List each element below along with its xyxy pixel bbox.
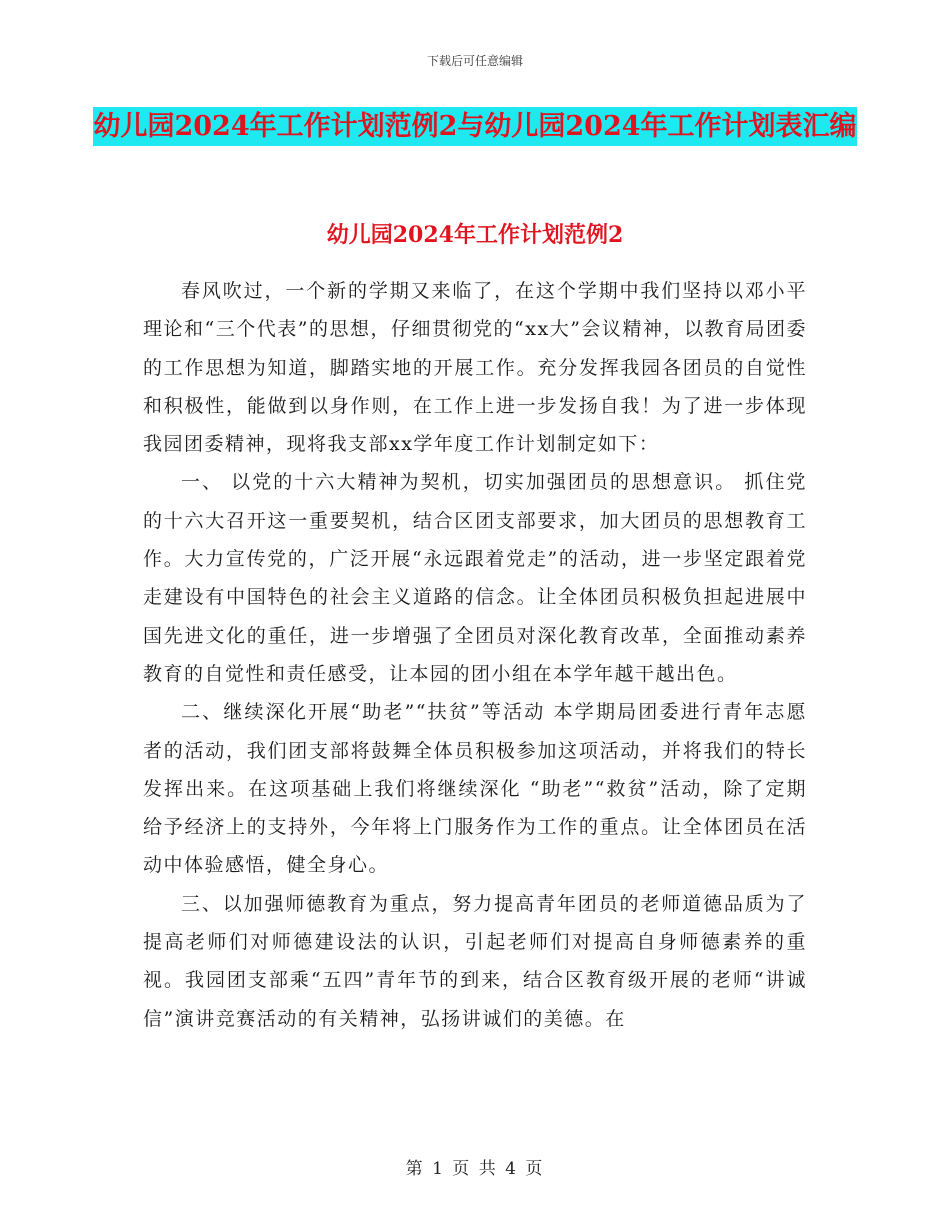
header-note: 下载后可任意编辑 xyxy=(426,54,523,68)
section-title: 幼儿园2024年工作计划范例2 xyxy=(326,222,624,248)
paragraph-section-1: 一、 以党的十六大精神为契机，切实加强团员的思想意识。 抓住党的十六大召开这一重要契机，结合区团支部要求，加大团员的思想教育工作。大力宣传党的，广泛开展“永远跟着党走”的活动，进一步坚定跟着党走建设有中国特色的社会主义道路的信念。让全体团员积极负担起进展中国先进文化的重任，进一步增强了全团员对深化教育改革，全面推动素养教育的自觉性和责任感受，让本园的团小组在本学年越干越出色。 xyxy=(143,471,807,685)
document-title xyxy=(0,104,950,149)
paragraph-section-3: 三、以加强师德教育为重点，努力提高青年团员的老师道德品质为了提高老师们对师德建设法的认识，引起老师们对提高自身师德素养的重视。我园团支部乘“五四”青年节的到来，结合区教育级开展的老师“讲诚信”演讲竞赛活动的有关精神，弘扬讲诚们的美德。在 xyxy=(143,892,807,1030)
document-body xyxy=(143,272,807,1038)
paragraph-section-2: 二、继续深化开展“助老”“扶贫”等活动 本学期局团委进行青年志愿者的活动，我们团支部将鼓舞全体员积极参加这项活动，并将我们的特长发挥出来。在这项基础上我们将继续深化 “助老”“救贫”活动，除了定期给予经济上的支持外，今年将上门服务作为工作的重点。让全体团员在活动中体验感悟，健全身心。 xyxy=(143,701,807,877)
document-title-text: 幼儿园2024年工作计划范例2与幼儿园2024年工作计划表汇编 xyxy=(93,107,856,146)
page-number-footer: 第 1 页 共 4 页 xyxy=(405,1159,545,1179)
paragraph-intro: 春风吹过，一个新的学期又来临了，在这个学期中我们坚持以邓小平理论和“三个代表”的思想，仔细贯彻党的“xx大”会议精神，以教育局团委的工作思想为知道，脚踏实地的开展工作。充分发挥我园各团员的自觉性和积极性，能做到以身作则，在工作上进一步发扬自我！为了进一步体现我园团委精神，现将我支部xx学年度工作计划制定如下： xyxy=(143,280,807,456)
